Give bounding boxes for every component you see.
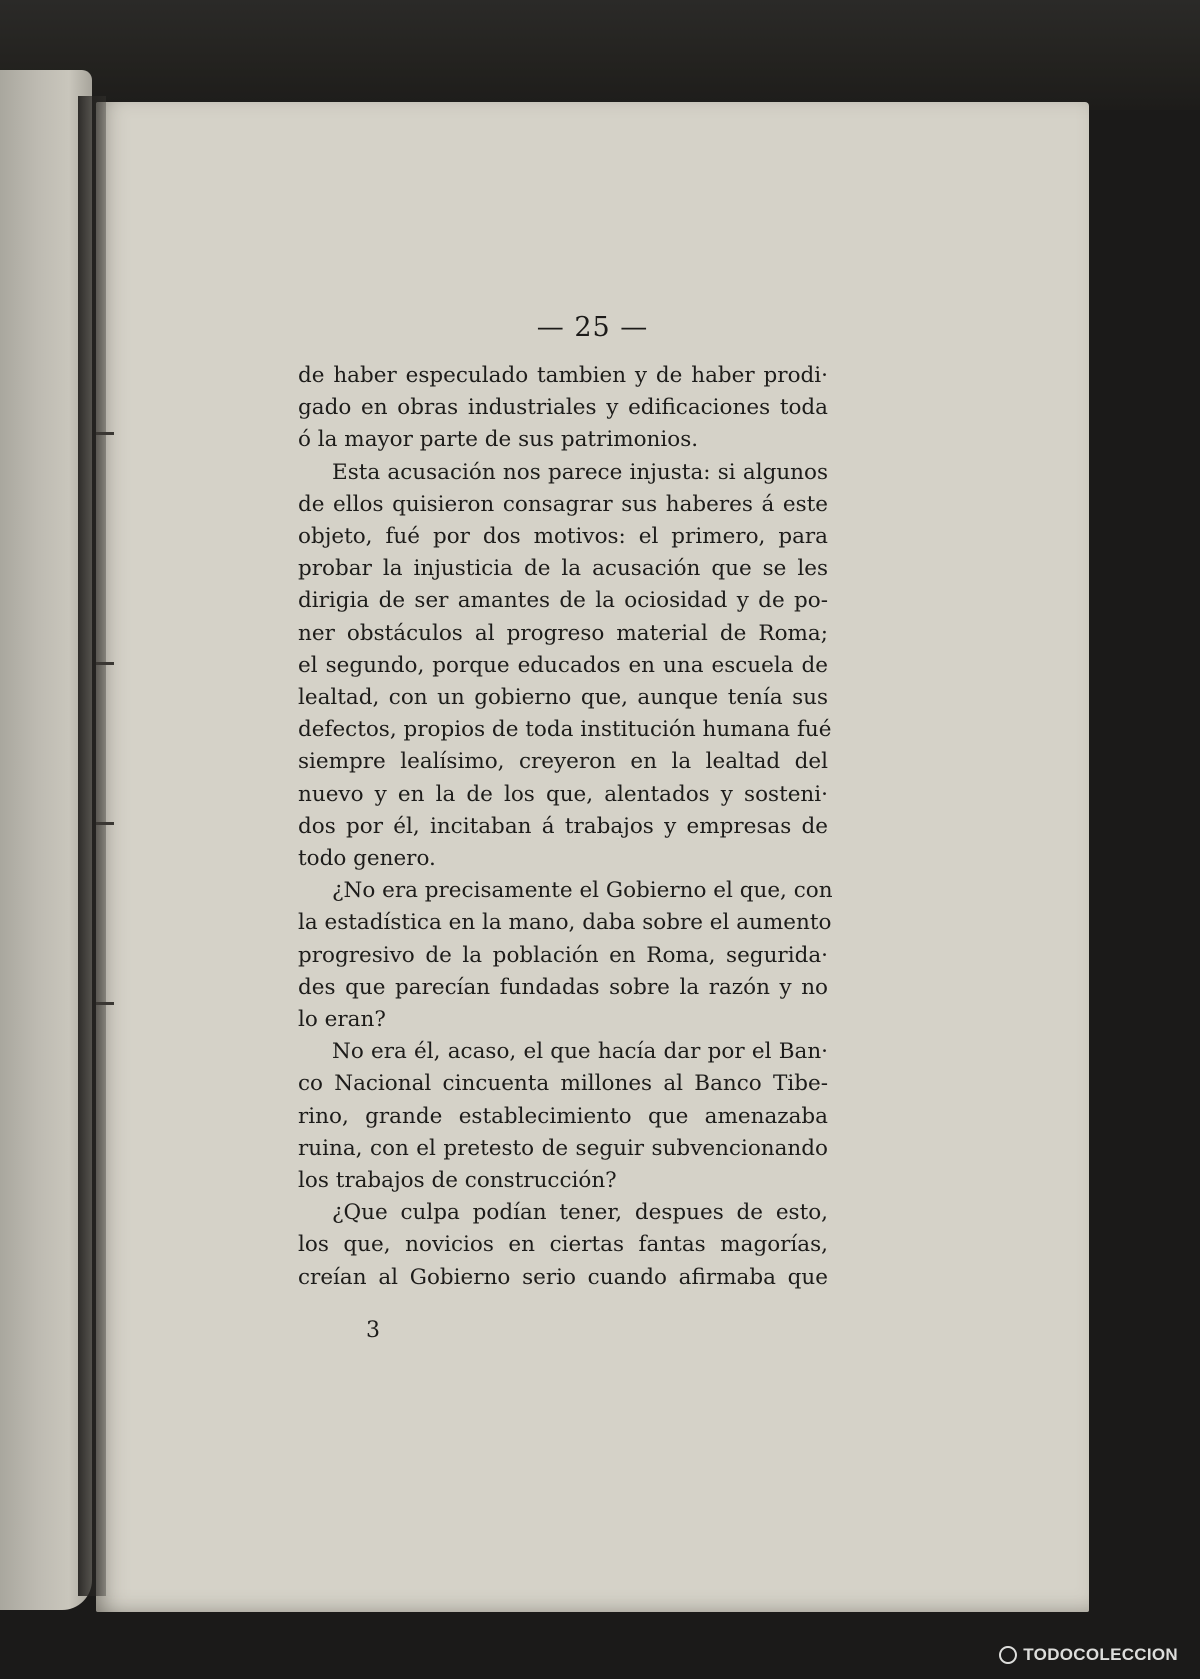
text-line: creían al Gobierno serio cuando afirmaba que (298, 1264, 828, 1290)
text-line: lealtad, con un gobierno que, aunque tenía sus (298, 685, 828, 711)
text-line: gado en obras industriales y edificaciones toda (298, 395, 828, 421)
text-line: ruina, con el pretesto de seguir subvencionando (298, 1135, 828, 1161)
page-number: — 25 — (536, 312, 649, 343)
text-line: de haber especulado tambien y de haber prodi· (298, 363, 828, 388)
text-line: No era él, acaso, el que hacía dar por el Ban· (332, 1039, 828, 1065)
text-line: probar la injusticia de la acusación que se les (298, 556, 828, 582)
text-line: los trabajos de construcción? (298, 1168, 617, 1194)
text-line: dirigia de ser amantes de la ociosidad y de po- (298, 588, 828, 614)
text-line: todo genero. (298, 846, 436, 872)
text-line: nuevo y en la de los que, alentados y sosteni· (298, 781, 828, 807)
text-line: la estadística en la mano, daba sobre el aumento (298, 910, 832, 936)
text-line: progresivo de la población en Roma, segurida· (298, 942, 828, 968)
text-line: de ellos quisieron consagrar sus haberes á este (298, 491, 828, 517)
text-line: Esta acusación nos parece injusta: si algunos (332, 459, 828, 485)
binding-stitch (96, 432, 114, 435)
watermark (999, 1645, 1178, 1665)
text-line: siempre lealísimo, creyeron en la lealtad del (298, 749, 828, 775)
text-line: co Nacional cincuenta millones al Banco Tibe- (298, 1071, 828, 1097)
text-line: lo eran? (298, 1007, 386, 1033)
text-line: defectos, propios de toda institución humana fué (298, 717, 832, 743)
signature-mark: 3 (366, 1318, 380, 1343)
text-line: objeto, fué por dos motivos: el primero, para (298, 524, 828, 550)
text-line: los que, novicios en ciertas fantas magorías, (298, 1232, 828, 1258)
text-line: ó la mayor parte de sus patrimonios. (298, 427, 699, 453)
text-line: el segundo, porque educados en una escuela de (298, 652, 828, 678)
text-line: ¿Que culpa podían tener, despues de esto, (332, 1200, 828, 1226)
binding-stitch (96, 662, 114, 665)
watermark-text: TODOCOLECCION (1023, 1645, 1178, 1664)
backdrop (0, 0, 1200, 110)
text-line: ner obstáculos al progreso material de Roma; (298, 620, 828, 646)
text-line: ¿No era precisamente el Gobierno el que, con (332, 878, 833, 904)
text-line: rino, grande establecimiento que amenazaba (298, 1103, 828, 1129)
text-line: dos por él, incitaban á trabajos y empresas de (298, 813, 828, 839)
text-line: des que parecían fundadas sobre la razón y no (298, 974, 828, 1000)
binding-stitch (96, 1002, 114, 1005)
body-text (298, 360, 833, 1294)
binding-stitch (96, 822, 114, 825)
todocoleccion-logo-icon (999, 1646, 1017, 1664)
